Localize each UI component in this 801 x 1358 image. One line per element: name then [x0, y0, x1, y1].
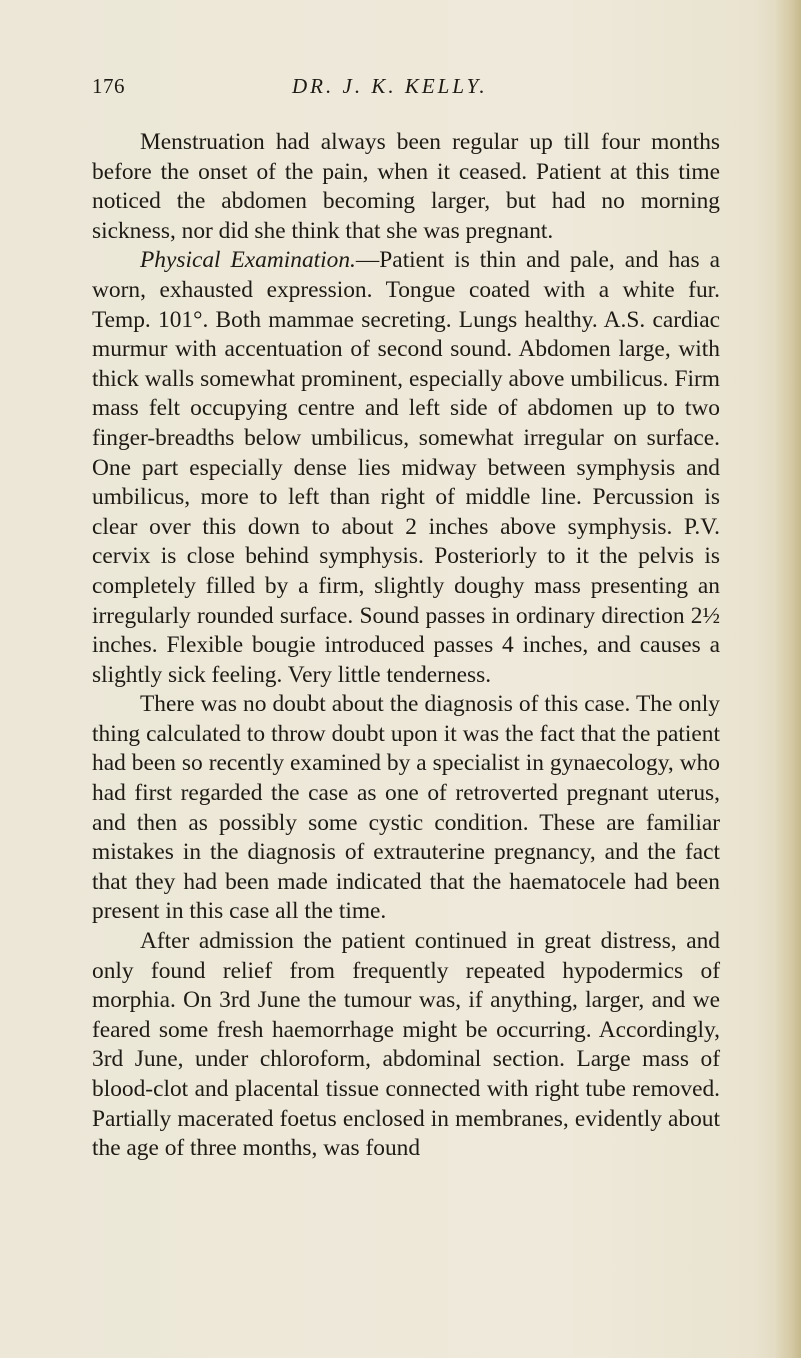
running-head: DR. J. K. KELLY.: [292, 74, 488, 98]
paragraph-menstruation: Menstruation had always been regular up till four months before the onset of the pain, when it ceased. Patient at this time noticed the abdomen becoming larger, but had no morning sickness, nor did she think that she was pregnant.: [92, 129, 720, 244]
section-heading-physical-examination: Physical Examination.: [140, 247, 356, 274]
physical-examination-text: —Patient is thin and pale, and has a worn, exhausted expression. Tongue coated with a white fur. Temp. 101°. Both mammae secreting. Lungs healthy. A.S. cardiac murmur with accentuation of second sound. Abdomen large, with thick walls somewhat prominent, especially above umbilicus. Firm mass felt occupying centre and left side of abdomen up to two finger-breadths below umbilicus, somewhat irregular on surface. One part especially dense lies midway between symphysis and umbilicus, more to left than right of middle line. Percussion is clear over this down to about 2 inches above symphysis. P.V. cervix is close behind symphysis. Posteriorly to it the pelvis is completely filled by a firm, slightly doughy mass presenting an irregularly rounded surface. Sound passes in ordinary direction 2½ inches. Flexible bougie introduced passes 4 inches, and causes a slightly sick feeling. Very little tenderness.: [92, 247, 720, 688]
body-text: [92, 128, 720, 1164]
paragraph-physical-examination: [92, 246, 720, 690]
paragraph-diagnosis: There was no doubt about the diagnosis of this case. The only thing calculated to throw doubt upon it was the fact that the patient had been so recently examined by a specialist in gynaecology, who had first regarded the case as one of retroverted pregnant uterus, and then as possibly some cystic condition. These are familiar mistakes in the diagnosis of extrauterine pregnancy, and the fact that they had been made indicated that the haematocele had been present in this case all the time.: [92, 691, 720, 925]
page-header: [92, 74, 717, 108]
page-number: 176: [92, 74, 125, 98]
paragraph-after-admission: After admission the patient continued in great distress, and only found relief from frequently repeated hypodermics of morphia. On 3rd June the tumour was, if anything, larger, and we feared some fresh haemorrhage might be occurring. Accordingly, 3rd June, under chloroform, abdominal section. Large mass of blood-clot and placental tissue connected with right tube removed. Partially macerated foetus enclosed in membranes, evidently about the age of three months, was found: [92, 928, 720, 1162]
page-edge-shadow: [775, 0, 801, 1358]
